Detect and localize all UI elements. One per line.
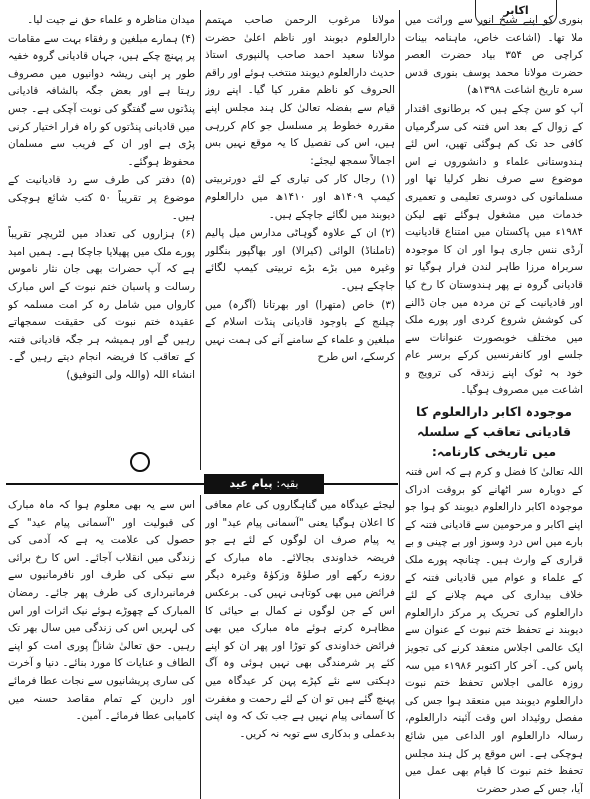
paragraph: (۴) ہمارے مبلغین و رفقاء بہت سے مقامات پر پہنچ چکے ہیں، جہاں قادیانی گروہ خفیہ طور پر اپنی ریشہ دوانیوں میں مصروف رہتا ہے اور بعض جگہ بالشافہ قادیانی پنڈتوں سے گفتگو کی نوبت آچکی ہے۔ جس میں قادیانی پنڈتوں کو راہ فرار اختیار کرنی پڑی ہے اور ان کے فریب سے مسلمان محفوظ ہوگئے۔ <box>8 32 195 168</box>
paragraph: (۱) رجال کار کی تیاری کے لئے دورتربیتی کیمپ ۱۴۰۹ھ اور ۱۴۱۰ھ میں دارالعلوم دیوبند میں لگائے جاچکے ہیں۔ <box>205 173 395 221</box>
section-header-text: اکابر <box>503 4 529 17</box>
paragraph: میدان مناظرہ و علماء حق نے جیت لیا۔ <box>27 14 195 26</box>
paragraph: (۵) دفتر کی طرف سے رد قادیانیت کے موضوع پر تقریباً ۵۰ کتب شائع ہوچکی ہیں۔ <box>8 174 195 222</box>
paragraph: (۶) ہزاروں کی تعداد میں لٹریچر تقریباً پورے ملک میں پھیلایا جاچکا ہے۔ ہمیں امید ہے کہ آپ حضرات بھی جان نثار ناموس رسالت و پاسبان ختم نبوت کے اس مبارک کارواں میں شامل رہ کر امت مسلمہ کو عقیدہ ختم نبوت کی حقیقت سمجھاتے رہیں گے اور ہمیشہ ہر جگہ قادیانی فتنہ کے تعاقب کا فریضہ انجام دیتے رہیں گے۔ انشاء اللہ (واللہ ولی التوفیق) <box>8 228 195 381</box>
column-divider <box>200 10 201 470</box>
column-divider <box>200 495 201 799</box>
column-left-top <box>8 12 195 452</box>
banner-prefix: بقیہ: <box>276 477 299 490</box>
paragraph: (۲) ان کے علاوہ گوہاٹی مدارس میل پالیم (تاملناڈ) الوائی (کیرالا) اور بھاگپور بنگلور وغیرہ میں بڑے بڑے تربیتی کیمپ لگائے جاچکے ہیں۔ <box>205 227 395 292</box>
banner-title: پیام عید <box>229 477 273 490</box>
paragraph: (۳) خاص (متھرا) اور بھرتانا (آگرہ) میں چیلنج کے باوجود قادیانی پنڈت اسلام کے مبلغین و علماء کے سامنے آنے کی ہمت نہیں کرسکے، اس طرح <box>205 298 395 364</box>
section-subheading: موجودہ اکابر دارالعلوم کا قادیانی تعاقب کے سلسلہ میں تاریخی کارنامہ: <box>416 404 572 460</box>
column-bottom-left <box>8 497 195 797</box>
column-right-top <box>405 12 583 799</box>
end-mark-circle <box>130 452 150 472</box>
column-bottom-middle <box>205 497 395 797</box>
paragraph: مولانا مرغوب الرحمن صاحب مہتمم دارالعلوم دیوبند اور ناظم اعلیٰ حضرت مولانا سعید احمد صاحب پالنپوری استاذ حدیث دارالعلوم دیوبند منتخب ہوئے اور راقم الحروف کو ناظم مقرر کیا گیا۔ اپنے روز قیام سے بفضلہ تعالیٰ کل ہند مجلس اپنے مقررہ خطوط پر مسلسل جو کام کررہی ہیں، اس کی تفصیل کا یہ موقع نہیں بس اجمالاً سمجھ لیجئے: <box>205 14 395 167</box>
paragraph: اس سے یہ بھی معلوم ہوا کہ ماہ مبارک کی قبولیت اور "آسمانی پیام عید" کے حصول کی علامت یہ ہے کہ آدمی کی زندگی میں انقلاب آجائے۔ اس کا رخ برائی سے نیکی کی طرف اور نافرمانیوں سے فرمانبرداری کی طرف پھر جائے۔ رمضان المبارک کے چھوڑے ہوئے نیک اثرات اور اس کی لہریں اس کی زندگی میں سال بھر تک رہیں۔ حق تعالیٰ شانہٗ پوری امت کو اپنے الطاف و عنایات کا مورد بنائے۔ دنیا و آخرت کی ساری پریشانیوں سے نجات عطا فرمائے اور دارین کے تمام مقاصد حسنہ میں کامیابی عطا فرمائے۔ آمین۔ <box>8 499 195 723</box>
column-divider <box>399 10 400 799</box>
column-middle-top <box>205 12 395 462</box>
paragraph: لیجئے عیدگاہ میں گناہگاروں کی عام معافی کا اعلان ہوگیا یعنی "آسمانی پیام عید" اور یہ پیام صرف ان لوگوں کے لئے ہے جو فریضہ خداوندی بجالائے۔ ماہ مبارک کے روزے رکھے اور صلوٰۃ وزکوٰۃ وغیرہ دیگر فرائض میں بھی کوتاہی نہیں کی۔ برعکس اس کے جن لوگوں نے کمال بے حیائی کا مظاہرہ کرتے ہوئے ماہ مبارک میں بھی فرائض خداوندی کو توڑا اور پھر ان کو اپنے کئے پر شرمندگی بھی نہیں ہوئی وہ آگ دہکتی سے نئے کپڑے پہن کر عیدگاہ میں پہنچ گئے ہیں تو ان کے لئے رحمت و مغفرت کا آسمانی پیام نہیں ہے جب تک کہ وہ اپنی بدعملی و بدکاری سے توبہ نہ کریں۔ <box>205 499 395 740</box>
paragraph: بنوری کو اپنے شیخ انور سے وراثت میں ملا تھا۔ (اشاعت خاص، ماہنامہ بینات کراچی ص ۳۵۴ بیاد حضرت العصر حضرت مولانا محمد یوسف بنوری قدس سرہ تاریخ اشاعت ۱۳۹۸ھ) <box>405 14 583 97</box>
continuation-banner <box>204 474 324 494</box>
paragraph: آپ کو سن چکے ہیں کہ برطانوی اقتدار کے زوال کے بعد اس فتنہ کی سرگرمیاں کافی حد تک کم ہوگئی تھیں، اس لئے ہندوستانی علماء و دانشوروں نے اس موضوع سے صرف نظر کرلیا تھا اور مسلمانوں کی دوسری تعلیمی و تعمیری خدمات میں مشغول ہوگئے تھے لیکن ۱۹۸۴ء میں پاکستان میں امتناع قادیانیت آرڈی ننس جاری ہوا اور ان کا موجودہ سربراہ مرزا طاہر لندن فرار ہوگیا تو قادیانی گروہ نے پھر ہندوستان کا رخ کیا اور قادیانیت کے تن مردہ میں جان ڈالنے کی کوشش شروع کردی اور پورے ملک میں مختلف خوبصورت عنوانات سے جلسے اور کانفرنسیں کرکے برسر عام خود بہ ٹوک اپنے زندقہ کی ترویج و اشاعت میں مصروف ہوگیا۔ <box>405 102 583 397</box>
paragraph: اللہ تعالیٰ کا فضل و کرم ہے کہ اس فتنہ کے دوبارہ سر اٹھانے کو بروقت ادراک موجودہ اکابر دارالعلوم دیوبند کو ہوا جو اپنے اکابر و مرحومین سے قادیانی فتنہ کے بارے میں اس درد وسوز اور بے چینی و بے قراری کے وارث ہیں۔ چنانچہ پورے ملک کے علماء و عوام میں قادیانی فتنہ کے خلاف بیداری کی مہم چلانے کے لئے دارالعلوم کی تحریک پر مرکز دارالعلوم دیوبند نے تحفظ ختم نبوت کے عنوان سے ایک عالمی اجلاس منعقد کرنے کی تجویز پاس کی۔ آخر کار اکتوبر ۱۹۸۶ء میں سہ روزہ عالمی اجلاس تحفظ ختم نبوت دارالعلوم دیوبند میں منعقد ہوا جس کی مفصل روئیداد اس وقت آئینہ دارالعلوم، رسالہ دارالعلوم اور الداعی میں شائع ہوچکی ہے۔ اس موقع پر کل ہند مجلس تحفظ ختم نبوت کا قیام بھی عمل میں آیا، جس کے صدر حضرت <box>405 466 583 795</box>
section-separator <box>6 483 398 485</box>
